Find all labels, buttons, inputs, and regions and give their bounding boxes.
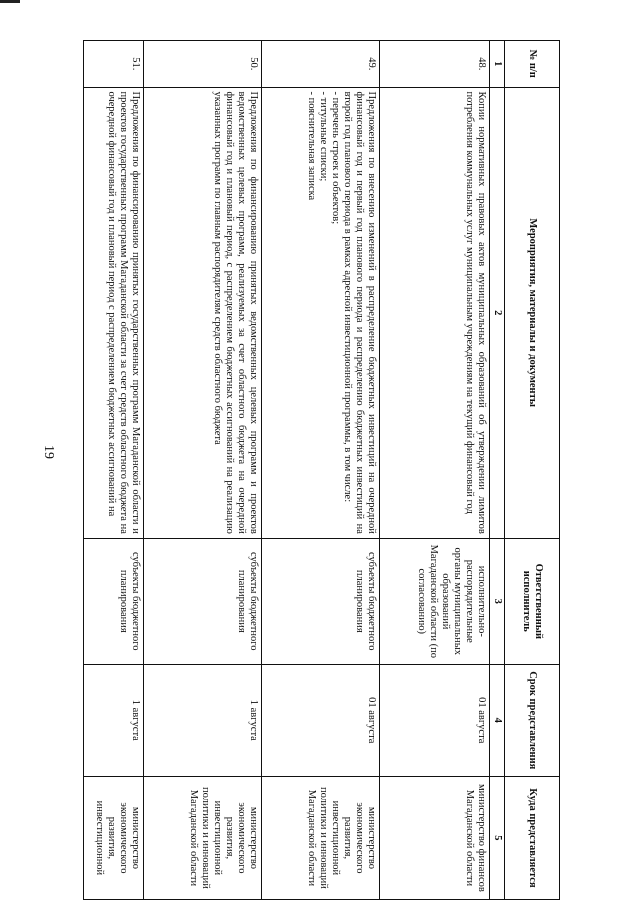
header-destination: Куда представляется (505, 776, 560, 899)
row-text-line: - перечень строек и объектов; (330, 91, 341, 225)
header-row (505, 41, 560, 900)
row-number: 51. (84, 41, 144, 88)
row-executor: субъекты бюджетного планирования (84, 538, 144, 664)
row-deadline: 01 августа (380, 664, 490, 776)
row-number: 48. (380, 41, 490, 88)
row-destination: министерство экономического развития, инвестиционной политики и инноваций Магаданской области (144, 776, 262, 899)
row-text-line: - титульные списки; (318, 91, 329, 182)
header-executor: Ответственный исполнитель (505, 538, 560, 664)
scan-edge-mark (0, 0, 20, 3)
index-3: 3 (490, 538, 505, 664)
table-row (84, 41, 144, 900)
row-text-line: Предложения по финансированию принятых ведомственных целевых программ и проектов ведомственных целевых программ, реализуемых за счет областного бюджета на очередной финансовый год и плановый период, с распределением бюджетных ассигнований на реализацию указанных программ по главным распорядителям средств областного бюджета (212, 91, 259, 534)
row-destination: министерство экономического развития, инвестиционной (84, 776, 144, 899)
table-row (380, 41, 490, 900)
row-executor: субъекты бюджетного планирования (144, 538, 262, 664)
header-num: № п/п (505, 41, 560, 88)
row-text (262, 87, 380, 538)
row-text-line: - пояснительная записка (306, 91, 317, 201)
row-text (380, 87, 490, 538)
row-destination: министерство экономического развития, инвестиционной политики и инноваций Магаданской области (262, 776, 380, 899)
row-deadline: 1 августа (144, 664, 262, 776)
row-text (84, 87, 144, 538)
row-text (144, 87, 262, 538)
rotated-table-container (94, 40, 560, 900)
row-number: 50. (144, 41, 262, 88)
index-4: 4 (490, 664, 505, 776)
header-activities: Мероприятия, материалы и документы (505, 87, 560, 538)
row-executor: субъекты бюджетного планирования (262, 538, 380, 664)
index-5: 5 (490, 776, 505, 899)
index-2: 2 (490, 87, 505, 538)
row-executor: исполнительно-распорядительные органы муниципальных образований Магаданской области (по согласованию) (380, 538, 490, 664)
activities-table (83, 40, 560, 900)
header-deadline: Срок представления (505, 664, 560, 776)
table-row (144, 41, 262, 900)
row-deadline: 01 августа (262, 664, 380, 776)
column-index-row (490, 41, 505, 900)
row-text-line: Копии нормативных правовых актов муниципальных образований об утверждении лимитов потребления коммунальных услуг муниципальным учреждениям на текущий финансовый год (464, 91, 487, 534)
row-number: 49. (262, 41, 380, 88)
page-number: 19 (41, 445, 56, 459)
row-deadline: 1 августа (84, 664, 144, 776)
table-row (262, 41, 380, 900)
index-1: 1 (490, 41, 505, 88)
row-text-line: Предложения по финансированию принятых государственных программ Магаданской области и проектов государственных программ Магаданской области за счет средств областного бюджета на очередной финансовый год и плановый период с распределением бюджетных ассигнований на (106, 91, 141, 534)
row-text-line: Предложения по внесению изменений в распределение бюджетных инвестиций на очередной финансовый год и первый год планового периода и распределению бюджетных инвестиций на второй год планового периода в рамках адресной инвестиционной программы, в том числе: (342, 91, 377, 534)
row-destination: министерство финансов Магаданской области (380, 776, 490, 899)
